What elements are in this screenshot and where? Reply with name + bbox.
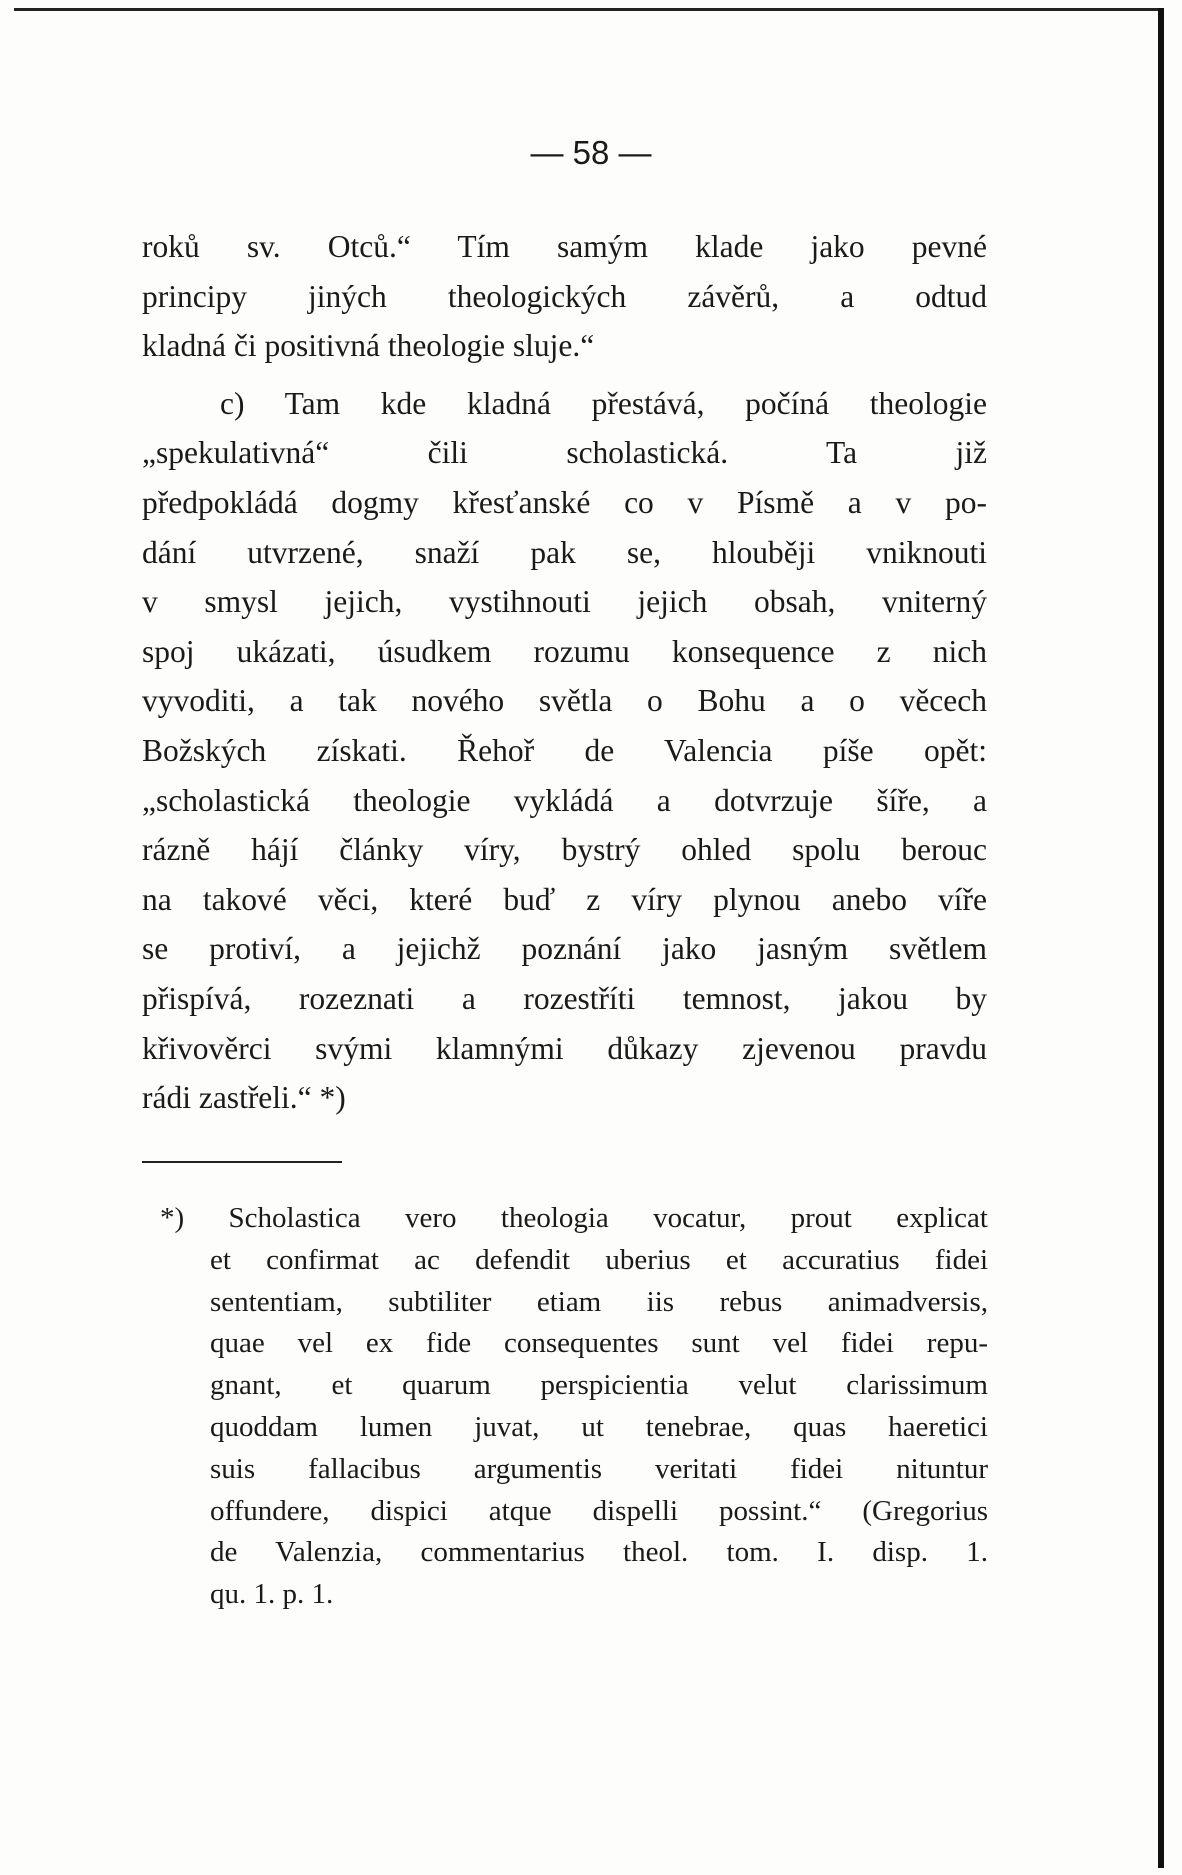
footnote-separator xyxy=(142,1161,342,1163)
text-line: „scholastická theologie vykládá a dotvrzuje šíře, a xyxy=(142,782,987,818)
footnote-line: *) Scholastica vero theologia vocatur, prout explicat xyxy=(160,1202,988,1234)
text-line: v smysl jejich, vystihnouti jejich obsah, vniterný xyxy=(142,584,987,620)
text-line: roků sv. Otců.“ Tím samým klade jako pevné xyxy=(142,229,987,264)
main-text xyxy=(142,222,987,1123)
text-line: c) Tam kde kladná přestává, počíná theologie xyxy=(220,385,987,421)
text-line: rádi zastřeli.“ *) xyxy=(142,1080,346,1116)
text-line: kladná či positivná theologie sluje.“ xyxy=(142,328,595,364)
text-line: principy jiných theologických závěrů, a odtud xyxy=(142,278,987,314)
text-line: rázně hájí články víry, bystrý ohled spolu berouc xyxy=(142,832,987,868)
footnote-line: sententiam, subtiliter etiam iis rebus animadversis, xyxy=(210,1285,988,1318)
footnote-line: quoddam lumen juvat, ut tenebrae, quas haeretici xyxy=(210,1410,988,1443)
text-line: přispívá, rozeznati a rozestříti temnost, jakou by xyxy=(142,980,987,1016)
footnote-line: de Valenzia, commentarius theol. tom. I. disp. 1. xyxy=(210,1536,988,1569)
text-line: dání utvrzené, snaží pak se, hlouběji vniknouti xyxy=(142,534,987,570)
footnote xyxy=(160,1198,988,1616)
footnote-line: quae vel ex fide consequentes sunt vel fidei repu- xyxy=(210,1327,988,1360)
footnote-line: suis fallacibus argumentis veritati fidei nituntur xyxy=(210,1452,988,1485)
page-edge-top xyxy=(14,8,1164,11)
text-line: vyvoditi, a tak nového světla o Bohu a o věcech xyxy=(142,683,987,719)
page-number: — 58 — xyxy=(530,134,652,171)
page-edge-right xyxy=(1158,8,1164,1868)
text-line: křivověrci svými klamnými důkazy zjevenou pravdu xyxy=(142,1030,987,1066)
footnote-line: et confirmat ac defendit uberius et accuratius fidei xyxy=(210,1243,988,1276)
text-line: „spekulativná“ čili scholastická. Ta již xyxy=(142,435,987,471)
footnote-line: qu. 1. p. 1. xyxy=(210,1578,334,1611)
text-line: spoj ukázati, úsudkem rozumu konsequence z nich xyxy=(142,633,987,669)
text-line: předpokládá dogmy křesťanské co v Písmě a v po- xyxy=(142,484,987,520)
text-line: se protiví, a jejichž poznání jako jasným světlem xyxy=(142,931,987,967)
footnote-line: offundere, dispici atque dispelli possint.“ (Gregorius xyxy=(210,1494,988,1527)
text-line: Božských získati. Řehoř de Valencia píše opět: xyxy=(142,732,987,768)
footnote-line: gnant, et quarum perspicientia velut clarissimum xyxy=(210,1369,988,1402)
text-line: na takové věci, které buď z víry plynou anebo víře xyxy=(142,881,987,917)
